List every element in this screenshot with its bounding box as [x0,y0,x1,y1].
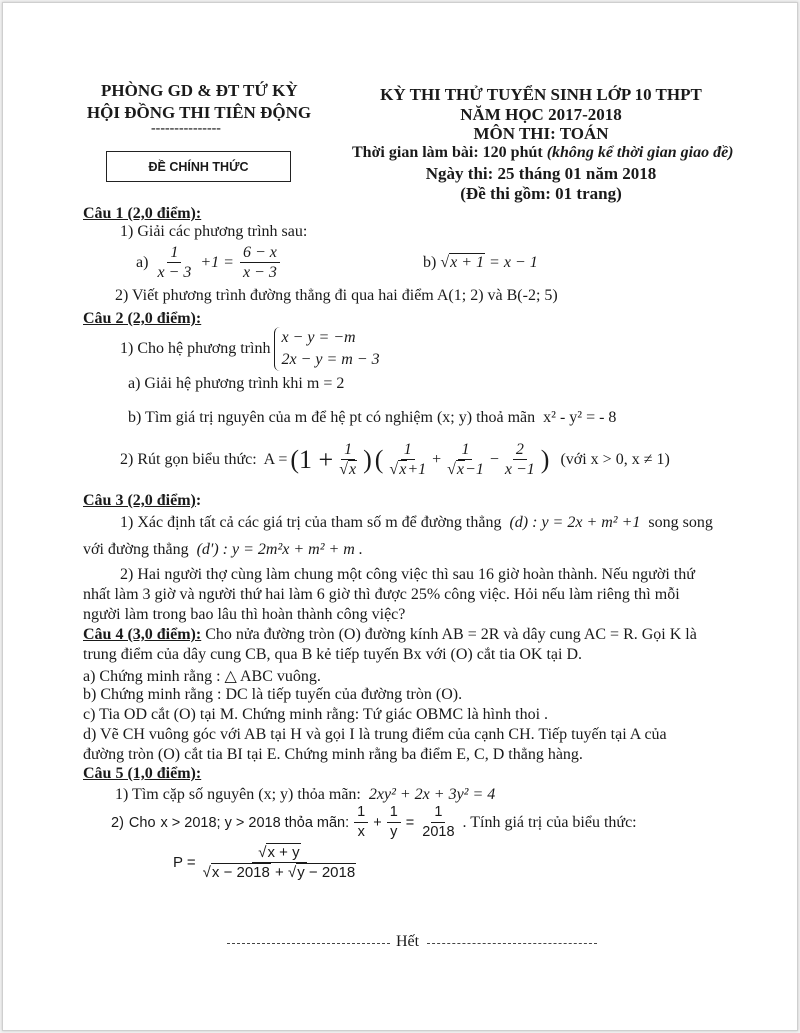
subject: MÔN THI: TOÁN [473,124,609,143]
exam-title: KỲ THI THỬ TUYỂN SINH LỚP 10 THPT [380,85,702,104]
q5-p1-text: 1) Tìm cặp số nguyên (x; y) thỏa mãn: [115,786,361,803]
footer-dash-left [227,943,390,944]
q4-intro-line1 [83,626,697,644]
q2-expr-open: (1 + [290,444,334,474]
q2-expr-close2: ) [540,444,550,474]
q4-intro1: Cho nửa đường tròn (O) đường kính AB = 2R và dây cung AC = R. Gọi K là [205,626,697,643]
q2-expr-plus: + [432,450,442,468]
q1-eq-b: b) √x + 1 = x − 1 [423,254,538,271]
q1-b-sqrt: x + 1 [450,254,485,271]
q2-part-b [128,409,616,427]
q1-part2: 2) Viết phương trình đường thẳng đi qua hai điểm A(1; 2) và B(-2; 5) [115,287,558,304]
q3-p1-with: với đường thẳng [83,541,189,558]
time-line [352,144,734,162]
q2-part-a: a) Giải hệ phương trình khi m = 2 [128,375,345,392]
q3-p1-text: 1) Xác định tất cả các giá trị của tham số m để đường thẳng [120,514,502,531]
q1-a-frac1: $\frac{1}{x - 3}$ [157,244,192,281]
q2-expression [120,440,670,479]
q1-b-label: b) [423,254,437,271]
q2-system-label: 1) Cho hệ phương trình [120,340,271,357]
exam-date: Ngày thi: 25 tháng 01 năm 2018 [425,164,657,183]
time-text: Thời gian làm bài: 120 phút [352,144,547,161]
q2-sys-line2: 2x − y = m − 3 [281,351,380,368]
q5-part2 [111,803,637,842]
q3-part2-line3: người làm trong bao lâu thì hoàn thành công việc? [83,606,406,623]
q4-intro-line2: trung điểm của dây cung CB, qua B kẻ tiếp tuyến Bx với (O) cắt tia OK tại D. [83,646,583,663]
q2-b-text: b) Tìm giá trị nguyên của m để hệ pt có nghiệm (x; y) thoả mãn [128,409,536,426]
q2-system-brace [274,327,379,371]
q4-part-d-line1: d) Vẽ CH vuông góc với AB tại H và gọi I là trung điểm của cạnh CH. Tiếp tuyến tại A của [83,726,667,743]
q5-p2-cond: x > 2018; y > 2018 thỏa mãn: [160,814,350,831]
header-left-dashes: --------------- [151,121,221,136]
q3-p1-tail: song song [648,514,713,531]
q3-part1-line2 [83,541,363,559]
exam-council: HỘI ĐỒNG THI TIÊN ĐỘNG [86,103,312,122]
q2-title: Câu 2 (2,0 điểm): [83,310,202,327]
q1-a-frac2: $\frac{6 - x}{x - 3}$ [240,243,280,282]
school-year: NĂM HỌC 2017-2018 [460,105,622,124]
q3-p1-eq2: (d') : y = 2m²x + m² + m . [196,541,363,558]
official-exam-box: ĐỀ CHÍNH THỨC [106,151,291,182]
end-marker: Hết [396,933,420,950]
q3-part2-line1: 2) Hai người thợ cùng làm chung một công việc thì sau 16 giờ hoàn thành. Nếu người thứ [120,566,695,583]
q2-system [120,327,380,371]
q5-title: Câu 5 (1,0 điểm): [83,765,202,782]
q3-p1-eq1: (d) : y = 2x + m² +1 [509,514,641,531]
q2-b-cond: x² - y² = - 8 [543,409,617,426]
q2-sys-line1: x − y = −m [281,329,356,346]
footer-dash-right [427,943,597,944]
q4-part-a: a) Chứng minh rằng : △ ABC vuông. [83,668,321,685]
q5-part1 [115,786,495,804]
q3-part1-line1 [120,514,713,532]
q4-title: Câu 4 (3,0 điểm): [83,626,202,643]
q4-part-b: b) Chứng minh rằng : DC là tiếp tuyến của đường tròn (O). [83,686,463,703]
q2-expr-A: A = [263,450,288,468]
q5-p2-frac2: $\frac{1}{y}$ [387,803,401,842]
q5-p2-eq: = [405,814,415,831]
q2-expr-cond: (với x > 0, x ≠ 1) [560,450,670,468]
q2-expr-label: 2) Rút gọn biểu thức: [120,450,257,468]
q5-p2-tail: . Tính giá trị của biểu thức: [462,813,637,831]
q1-part1: 1) Giải các phương trình sau: [120,223,308,240]
q1-a-plus: +1 = [200,253,234,271]
q5-p1-eq: 2xy² + 2x + 3y² = 4 [368,786,496,803]
q2-expr-frac4: $\frac{2}{x -1}$ [504,441,535,478]
q5-expression-P [173,843,359,882]
q2-expr-close1: ) [363,444,372,474]
q2-expr-frac1: $\frac{1}{√x}$ [339,441,357,478]
q1-a-label: a) [136,253,149,271]
q5-P-frac: $\frac{√x + y}{√x - 2018 + √y - 2018}$ [202,844,356,881]
q5-p2-frac3: $\frac{1}{2018}$ [422,804,455,840]
q5-p2-label: 2) [111,814,124,831]
q5-P-label: P = [173,854,196,871]
q5-p2-cho: Cho [128,814,156,831]
q3-part2-line2: nhất làm 3 giờ và người thứ hai làm 6 giờ thì được 25% công việc. Hỏi nếu làm riêng thì mỗi [83,586,680,603]
page-count: (Đề thi gồm: 01 trang) [460,184,622,203]
q5-p2-frac1: $\frac{1}{x}$ [354,803,368,842]
q1-eq-a [136,243,280,282]
school-department: PHÒNG GD & ĐT TỨ KỲ [101,81,298,100]
q2-expr-frac3: $\frac{1}{√x-1}$ [447,441,484,478]
exam-page [2,2,798,1031]
q3-title: Câu 3 (2,0 điểm): [83,492,202,509]
q1-b-rhs: = x − 1 [489,254,538,271]
q2-expr-open2: ( [374,444,384,474]
q4-part-c: c) Tia OD cắt (O) tại M. Chứng minh rằng: Tứ giác OBMC là hình thoi . [83,706,549,723]
q2-expr-minus: − [489,450,499,468]
q5-p2-plus: + [373,814,382,831]
q4-part-d-line2: đường tròn (O) cắt tia BI tại E. Chứng minh rằng ba điểm E, C, D thẳng hàng. [83,746,583,763]
q2-expr-frac2: $\frac{1}{√x+1}$ [389,441,427,478]
q1-title: Câu 1 (2,0 điểm): [83,205,202,222]
time-note: (không kể thời gian giao đề) [546,144,734,161]
